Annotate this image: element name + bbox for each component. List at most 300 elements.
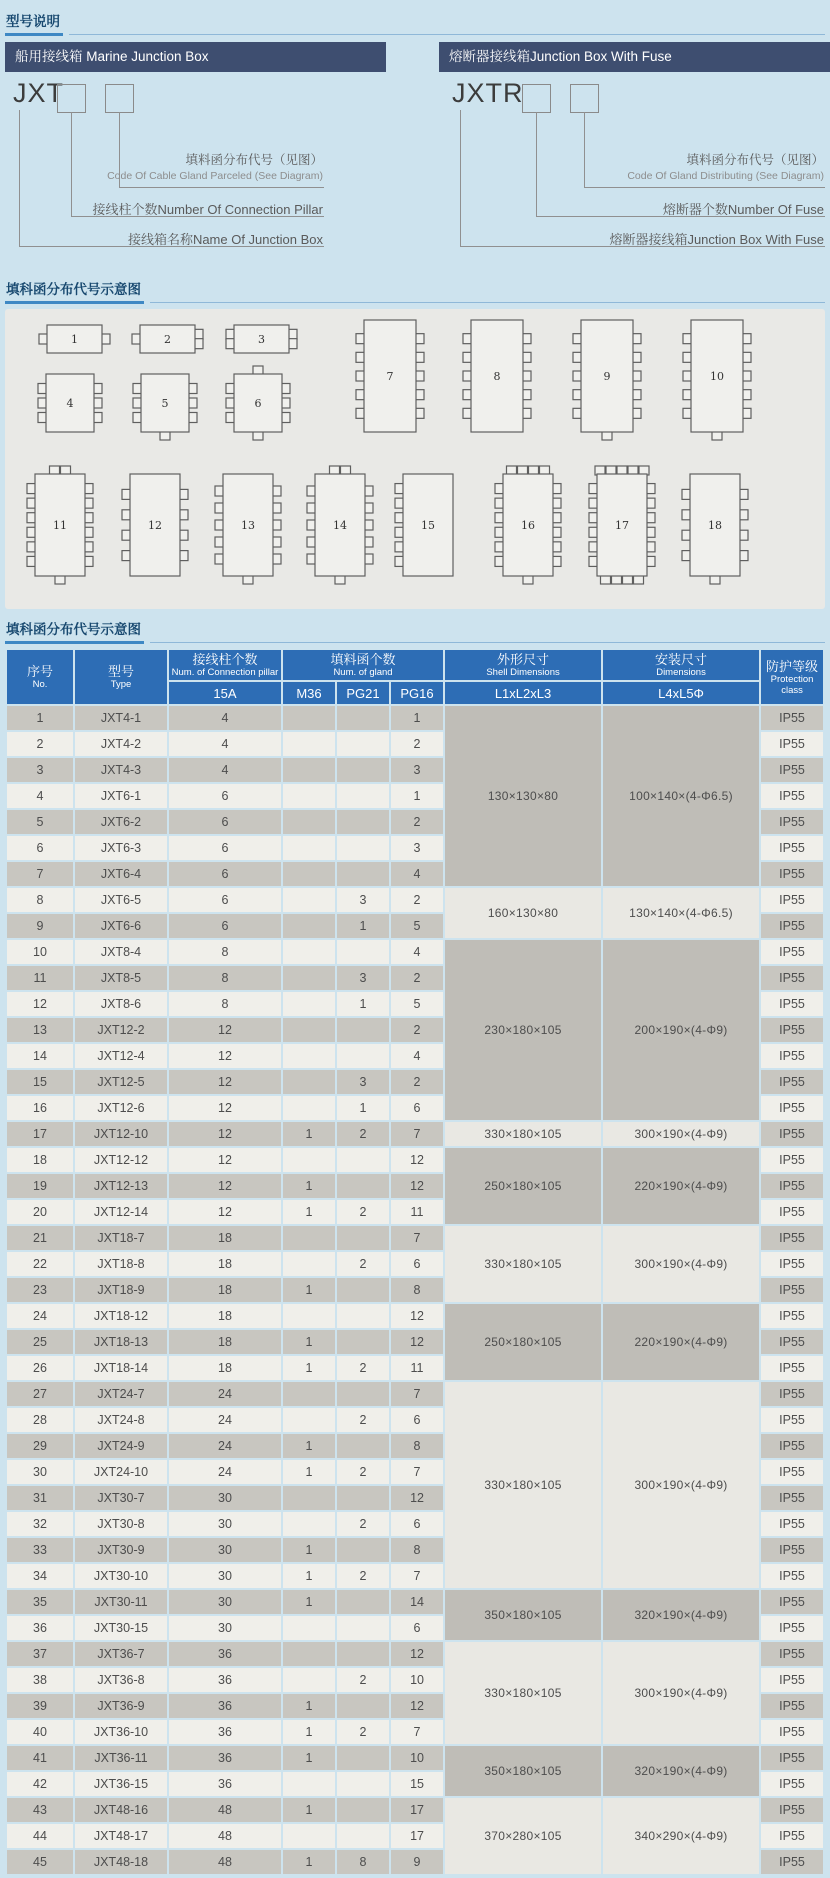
- cell-protection-class: IP55: [761, 1330, 823, 1354]
- cell-pg21: 2: [337, 1512, 389, 1536]
- cell-no: 11: [7, 966, 73, 990]
- cell-no: 23: [7, 1278, 73, 1302]
- cell-15a: 4: [169, 758, 281, 782]
- cell-pg21: [337, 1304, 389, 1328]
- gland-figure-10: [681, 310, 753, 442]
- cell-no: 28: [7, 1408, 73, 1432]
- cell-protection-class: IP55: [761, 1382, 823, 1406]
- svg-text:14: 14: [333, 519, 347, 532]
- cell-pg21: 2: [337, 1356, 389, 1380]
- cell-pg21: 2: [337, 1668, 389, 1692]
- col-header-no: 序号 No.: [7, 650, 73, 704]
- cell-m36: 1: [283, 1538, 335, 1562]
- subheader-mount-dims: L4xL5Φ: [603, 682, 759, 704]
- cell-m36: [283, 1408, 335, 1432]
- cell-pg16: 7: [391, 1382, 443, 1406]
- cell-protection-class: IP55: [761, 966, 823, 990]
- cell-15a: 18: [169, 1356, 281, 1380]
- cell-protection-class: IP55: [761, 758, 823, 782]
- bar-spacer: [386, 42, 439, 72]
- cell-type: JXT12-13: [75, 1174, 167, 1198]
- cell-type: JXT30-10: [75, 1564, 167, 1588]
- cell-protection-class: IP55: [761, 1356, 823, 1380]
- cell-shell-dimensions: 230×180×105: [445, 940, 601, 1120]
- cell-no: 4: [7, 784, 73, 808]
- cell-type: JXT4-3: [75, 758, 167, 782]
- cell-pg21: [337, 1746, 389, 1770]
- gland-figure-17: [587, 464, 657, 586]
- cell-pg16: 17: [391, 1824, 443, 1848]
- cell-m36: [283, 1512, 335, 1536]
- table-row: [7, 1746, 823, 1770]
- col-header-type: 型号 Type: [75, 650, 167, 704]
- cell-pg16: 1: [391, 706, 443, 730]
- gland-figure-11: [25, 464, 95, 586]
- cell-type: JXT48-17: [75, 1824, 167, 1848]
- label-gland-code: 填料函分布代号（见图） Code Of Cable Gland Parceled (See Diagram): [107, 153, 323, 182]
- cell-m36: 1: [283, 1850, 335, 1874]
- cell-15a: 36: [169, 1642, 281, 1666]
- cell-pg16: 11: [391, 1200, 443, 1224]
- cell-pg16: 7: [391, 1720, 443, 1744]
- cell-pg16: 10: [391, 1746, 443, 1770]
- cell-pg16: 11: [391, 1356, 443, 1380]
- cell-protection-class: IP55: [761, 1018, 823, 1042]
- cell-pg16: 8: [391, 1278, 443, 1302]
- section-title-text: 型号说明: [5, 10, 63, 36]
- table-row: [7, 1642, 823, 1666]
- svg-text:8: 8: [493, 370, 501, 383]
- col-header-shell: 外形尺寸 Shell Dimensions: [445, 650, 601, 680]
- cell-no: 35: [7, 1590, 73, 1614]
- cell-15a: 36: [169, 1746, 281, 1770]
- cell-pg21: [337, 732, 389, 756]
- cell-no: 40: [7, 1720, 73, 1744]
- cell-pg16: 12: [391, 1486, 443, 1510]
- gland-figure-1: [37, 315, 112, 363]
- cell-type: JXT36-8: [75, 1668, 167, 1692]
- subheader-m36: M36: [283, 682, 335, 704]
- cell-protection-class: IP55: [761, 1590, 823, 1614]
- cell-pg16: 12: [391, 1642, 443, 1666]
- cell-pg21: [337, 1590, 389, 1614]
- cell-type: JXT30-9: [75, 1538, 167, 1562]
- cell-no: 22: [7, 1252, 73, 1276]
- cell-mounting-dimensions: 130×140×(4-Φ6.5): [603, 888, 759, 938]
- cell-m36: [283, 1252, 335, 1276]
- table-row: [7, 940, 823, 964]
- cell-mounting-dimensions: 300×190×(4-Φ9): [603, 1642, 759, 1744]
- svg-text:2: 2: [164, 333, 171, 346]
- cell-no: 15: [7, 1070, 73, 1094]
- cell-no: 39: [7, 1694, 73, 1718]
- cell-m36: 1: [283, 1798, 335, 1822]
- cell-15a: 48: [169, 1850, 281, 1874]
- cell-type: JXT6-2: [75, 810, 167, 834]
- cell-no: 1: [7, 706, 73, 730]
- cell-m36: 1: [283, 1460, 335, 1484]
- cell-no: 37: [7, 1642, 73, 1666]
- cell-pg21: [337, 1798, 389, 1822]
- cell-type: JXT36-11: [75, 1746, 167, 1770]
- cell-protection-class: IP55: [761, 862, 823, 886]
- cell-pg21: 2: [337, 1122, 389, 1146]
- cell-m36: [283, 1772, 335, 1796]
- cell-mounting-dimensions: 340×290×(4-Φ9): [603, 1798, 759, 1874]
- gland-figure-5: [131, 364, 199, 442]
- cell-protection-class: IP55: [761, 1486, 823, 1510]
- label-box-name: 接线箱名称Name Of Junction Box: [127, 232, 323, 247]
- panel-title-bars: [0, 42, 830, 72]
- cell-protection-class: IP55: [761, 1200, 823, 1224]
- cell-pg16: 12: [391, 1174, 443, 1198]
- subheader-pg21: PG21: [337, 682, 389, 704]
- cell-type: JXT48-18: [75, 1850, 167, 1874]
- cell-pg21: 2: [337, 1564, 389, 1588]
- cell-pg21: 2: [337, 1460, 389, 1484]
- cell-m36: 1: [283, 1564, 335, 1588]
- cell-pg21: 8: [337, 1850, 389, 1874]
- svg-text:17: 17: [615, 519, 629, 532]
- table-row: [7, 1798, 823, 1822]
- cell-mounting-dimensions: 300×190×(4-Φ9): [603, 1122, 759, 1146]
- cell-pg16: 8: [391, 1434, 443, 1458]
- cell-protection-class: IP55: [761, 1616, 823, 1640]
- cell-m36: [283, 706, 335, 730]
- model-code-diagrams: [0, 72, 830, 254]
- title-rule: [150, 302, 825, 303]
- cell-no: 6: [7, 836, 73, 860]
- cell-pg16: 7: [391, 1564, 443, 1588]
- cell-pg16: 5: [391, 992, 443, 1016]
- col-header-mount: 安装尺寸 Dimensions: [603, 650, 759, 680]
- code-box-fuse-count: [522, 84, 551, 113]
- table-row: [7, 1122, 823, 1146]
- cell-m36: [283, 784, 335, 808]
- cell-pg16: 12: [391, 1148, 443, 1172]
- cell-pg16: 6: [391, 1616, 443, 1640]
- cell-type: JXT4-1: [75, 706, 167, 730]
- cell-m36: [283, 966, 335, 990]
- cell-pg21: [337, 1148, 389, 1172]
- section-model-desc-title: [5, 10, 825, 36]
- cell-m36: 1: [283, 1330, 335, 1354]
- cell-type: JXT30-15: [75, 1616, 167, 1640]
- cell-15a: 12: [169, 1148, 281, 1172]
- cell-protection-class: IP55: [761, 1668, 823, 1692]
- svg-text:5: 5: [161, 397, 169, 410]
- cell-pg16: 5: [391, 914, 443, 938]
- gland-figure-12: [120, 464, 190, 586]
- cell-no: 26: [7, 1356, 73, 1380]
- cell-no: 18: [7, 1148, 73, 1172]
- cell-m36: [283, 1486, 335, 1510]
- cell-m36: 1: [283, 1434, 335, 1458]
- cell-no: 17: [7, 1122, 73, 1146]
- cell-type: JXT6-5: [75, 888, 167, 912]
- cell-no: 9: [7, 914, 73, 938]
- cell-no: 36: [7, 1616, 73, 1640]
- cell-no: 45: [7, 1850, 73, 1874]
- cell-15a: 12: [169, 1070, 281, 1094]
- cell-pg21: 1: [337, 992, 389, 1016]
- cell-m36: [283, 1616, 335, 1640]
- cell-protection-class: IP55: [761, 914, 823, 938]
- cell-pg21: 3: [337, 966, 389, 990]
- cell-type: JXT12-14: [75, 1200, 167, 1224]
- gland-figure-18: [680, 464, 750, 586]
- cell-protection-class: IP55: [761, 1746, 823, 1770]
- cell-type: JXT6-3: [75, 836, 167, 860]
- gland-figure-3: [224, 315, 299, 363]
- cell-protection-class: IP55: [761, 1850, 823, 1874]
- cell-pg16: 12: [391, 1304, 443, 1328]
- cell-no: 31: [7, 1486, 73, 1510]
- cell-protection-class: IP55: [761, 1122, 823, 1146]
- cell-pg16: 6: [391, 1512, 443, 1536]
- label-gland-code: 填料函分布代号（见图） Code Of Gland Distributing (See Diagram): [627, 153, 824, 182]
- cell-no: 7: [7, 862, 73, 886]
- marine-junction-box-panel: [5, 72, 397, 254]
- cell-no: 21: [7, 1226, 73, 1250]
- cell-m36: 1: [283, 1278, 335, 1302]
- table-row: [7, 1590, 823, 1614]
- cell-15a: 12: [169, 1174, 281, 1198]
- cell-shell-dimensions: 370×280×105: [445, 1798, 601, 1874]
- cell-mounting-dimensions: 220×190×(4-Φ9): [603, 1304, 759, 1380]
- cell-pg21: 2: [337, 1200, 389, 1224]
- cell-no: 8: [7, 888, 73, 912]
- svg-text:9: 9: [603, 370, 611, 383]
- col-header-protection: 防护等级 Protection class: [761, 650, 823, 704]
- cell-protection-class: IP55: [761, 732, 823, 756]
- cell-pg21: [337, 836, 389, 860]
- cell-type: JXT24-8: [75, 1408, 167, 1432]
- model-code-jxtr: JXTR: [452, 78, 524, 108]
- cell-m36: 1: [283, 1694, 335, 1718]
- cell-no: 29: [7, 1434, 73, 1458]
- gland-figure-4: [36, 364, 104, 442]
- cell-pg16: 7: [391, 1226, 443, 1250]
- cell-type: JXT24-9: [75, 1434, 167, 1458]
- cell-15a: 18: [169, 1252, 281, 1276]
- cell-m36: [283, 1070, 335, 1094]
- cell-pg16: 17: [391, 1798, 443, 1822]
- gland-figure-7: [354, 310, 426, 442]
- cell-pg21: 2: [337, 1408, 389, 1432]
- cell-pg21: [337, 1824, 389, 1848]
- cell-15a: 12: [169, 1018, 281, 1042]
- cell-protection-class: IP55: [761, 1694, 823, 1718]
- cell-15a: 30: [169, 1512, 281, 1536]
- cell-shell-dimensions: 250×180×105: [445, 1148, 601, 1224]
- cell-m36: 1: [283, 1356, 335, 1380]
- cell-pg21: [337, 1330, 389, 1354]
- cell-m36: [283, 1096, 335, 1120]
- section-title-text: 填科函分布代号示意图: [5, 278, 144, 304]
- cell-no: 16: [7, 1096, 73, 1120]
- cell-protection-class: IP55: [761, 1772, 823, 1796]
- cell-m36: 1: [283, 1200, 335, 1224]
- cell-m36: [283, 758, 335, 782]
- cell-m36: 1: [283, 1590, 335, 1614]
- cell-shell-dimensions: 330×180×105: [445, 1226, 601, 1302]
- cell-pg16: 2: [391, 1070, 443, 1094]
- cell-shell-dimensions: 130×130×80: [445, 706, 601, 886]
- cell-pg16: 7: [391, 1122, 443, 1146]
- cell-15a: 36: [169, 1694, 281, 1718]
- cell-type: JXT18-9: [75, 1278, 167, 1302]
- cell-protection-class: IP55: [761, 1174, 823, 1198]
- cell-m36: [283, 888, 335, 912]
- cell-15a: 36: [169, 1772, 281, 1796]
- cell-no: 27: [7, 1382, 73, 1406]
- cell-shell-dimensions: 160×130×80: [445, 888, 601, 938]
- cell-pg21: [337, 706, 389, 730]
- cell-15a: 24: [169, 1382, 281, 1406]
- cell-type: JXT36-15: [75, 1772, 167, 1796]
- cell-protection-class: IP55: [761, 940, 823, 964]
- cell-protection-class: IP55: [761, 810, 823, 834]
- cell-15a: 6: [169, 888, 281, 912]
- cell-pg16: 6: [391, 1408, 443, 1432]
- cell-no: 33: [7, 1538, 73, 1562]
- cell-pg16: 14: [391, 1590, 443, 1614]
- cell-15a: 18: [169, 1278, 281, 1302]
- model-code-jxt: JXT: [13, 78, 65, 108]
- cell-15a: 30: [169, 1590, 281, 1614]
- cell-type: JXT18-14: [75, 1356, 167, 1380]
- cell-15a: 24: [169, 1460, 281, 1484]
- cell-type: JXT4-2: [75, 732, 167, 756]
- cell-protection-class: IP55: [761, 836, 823, 860]
- code-box-gland-code: [570, 84, 599, 113]
- cell-type: JXT8-6: [75, 992, 167, 1016]
- cell-mounting-dimensions: 200×190×(4-Φ9): [603, 940, 759, 1120]
- cell-pg16: 15: [391, 1772, 443, 1796]
- cell-protection-class: IP55: [761, 992, 823, 1016]
- cell-no: 24: [7, 1304, 73, 1328]
- cell-protection-class: IP55: [761, 1070, 823, 1094]
- cell-15a: 4: [169, 732, 281, 756]
- cell-15a: 30: [169, 1616, 281, 1640]
- cell-15a: 18: [169, 1330, 281, 1354]
- cell-type: JXT36-10: [75, 1720, 167, 1744]
- code-box-gland-code: [105, 84, 134, 113]
- cell-m36: [283, 1642, 335, 1666]
- cell-shell-dimensions: 330×180×105: [445, 1122, 601, 1146]
- cell-no: 5: [7, 810, 73, 834]
- cell-pg21: 3: [337, 888, 389, 912]
- cell-pg16: 3: [391, 836, 443, 860]
- cell-pg16: 2: [391, 810, 443, 834]
- cell-no: 20: [7, 1200, 73, 1224]
- svg-text:11: 11: [53, 519, 67, 532]
- cell-type: JXT24-7: [75, 1382, 167, 1406]
- cell-15a: 4: [169, 706, 281, 730]
- cell-15a: 6: [169, 862, 281, 886]
- cell-pg21: [337, 940, 389, 964]
- cell-15a: 12: [169, 1096, 281, 1120]
- cell-pg16: 8: [391, 1538, 443, 1562]
- cell-type: JXT36-7: [75, 1642, 167, 1666]
- cell-no: 19: [7, 1174, 73, 1198]
- cell-shell-dimensions: 350×180×105: [445, 1746, 601, 1796]
- cell-15a: 6: [169, 914, 281, 938]
- cell-type: JXT18-12: [75, 1304, 167, 1328]
- cell-no: 12: [7, 992, 73, 1016]
- cell-pg21: [337, 1382, 389, 1406]
- gland-figure-16: [493, 464, 563, 586]
- cell-pg21: 2: [337, 1252, 389, 1276]
- cell-protection-class: IP55: [761, 1226, 823, 1250]
- cell-type: JXT18-7: [75, 1226, 167, 1250]
- cell-15a: 12: [169, 1044, 281, 1068]
- cell-pg21: [337, 1486, 389, 1510]
- cell-type: JXT18-13: [75, 1330, 167, 1354]
- cell-m36: [283, 1226, 335, 1250]
- cell-type: JXT30-11: [75, 1590, 167, 1614]
- cell-m36: [283, 862, 335, 886]
- cell-m36: 1: [283, 1122, 335, 1146]
- cell-mounting-dimensions: 300×190×(4-Φ9): [603, 1382, 759, 1588]
- cell-m36: [283, 1668, 335, 1692]
- cell-shell-dimensions: 350×180×105: [445, 1590, 601, 1640]
- table-row: [7, 1226, 823, 1250]
- cell-m36: [283, 836, 335, 860]
- table-row: [7, 1148, 823, 1172]
- cell-15a: 8: [169, 966, 281, 990]
- col-header-pillar: 接线柱个数 Num. of Connection pillar: [169, 650, 281, 680]
- cell-type: JXT6-1: [75, 784, 167, 808]
- cell-pg16: 9: [391, 1850, 443, 1874]
- cell-type: JXT12-5: [75, 1070, 167, 1094]
- cell-no: 34: [7, 1564, 73, 1588]
- gland-figure-8: [461, 310, 533, 442]
- cell-protection-class: IP55: [761, 1096, 823, 1120]
- cell-m36: [283, 940, 335, 964]
- cell-protection-class: IP55: [761, 1538, 823, 1562]
- svg-text:3: 3: [258, 333, 265, 346]
- fuse-junction-box-bar: 熔断器接线箱Junction Box With Fuse: [439, 42, 830, 72]
- cell-shell-dimensions: 330×180×105: [445, 1382, 601, 1588]
- cell-pg16: 2: [391, 1018, 443, 1042]
- cell-no: 13: [7, 1018, 73, 1042]
- cell-15a: 6: [169, 836, 281, 860]
- cell-pg21: 1: [337, 1096, 389, 1120]
- cell-m36: [283, 1382, 335, 1406]
- marine-junction-box-bar: 船用接线箱 Marine Junction Box: [5, 42, 386, 72]
- cell-mounting-dimensions: 320×190×(4-Φ9): [603, 1746, 759, 1796]
- cell-type: JXT8-5: [75, 966, 167, 990]
- cell-protection-class: IP55: [761, 1512, 823, 1536]
- cell-protection-class: IP55: [761, 1278, 823, 1302]
- cell-pg21: [337, 1018, 389, 1042]
- cell-no: 10: [7, 940, 73, 964]
- cell-no: 14: [7, 1044, 73, 1068]
- cell-m36: 1: [283, 1746, 335, 1770]
- title-rule: [69, 34, 825, 35]
- cell-type: JXT6-4: [75, 862, 167, 886]
- col-header-gland: 填料函个数 Num. of gland: [283, 650, 443, 680]
- gland-figure-6: [224, 364, 292, 442]
- section-title-text: 填科函分布代号示意图: [5, 618, 144, 644]
- cell-m36: 1: [283, 1174, 335, 1198]
- cell-protection-class: IP55: [761, 1824, 823, 1848]
- cell-pg16: 12: [391, 1694, 443, 1718]
- cell-no: 32: [7, 1512, 73, 1536]
- cell-pg21: 2: [337, 1720, 389, 1744]
